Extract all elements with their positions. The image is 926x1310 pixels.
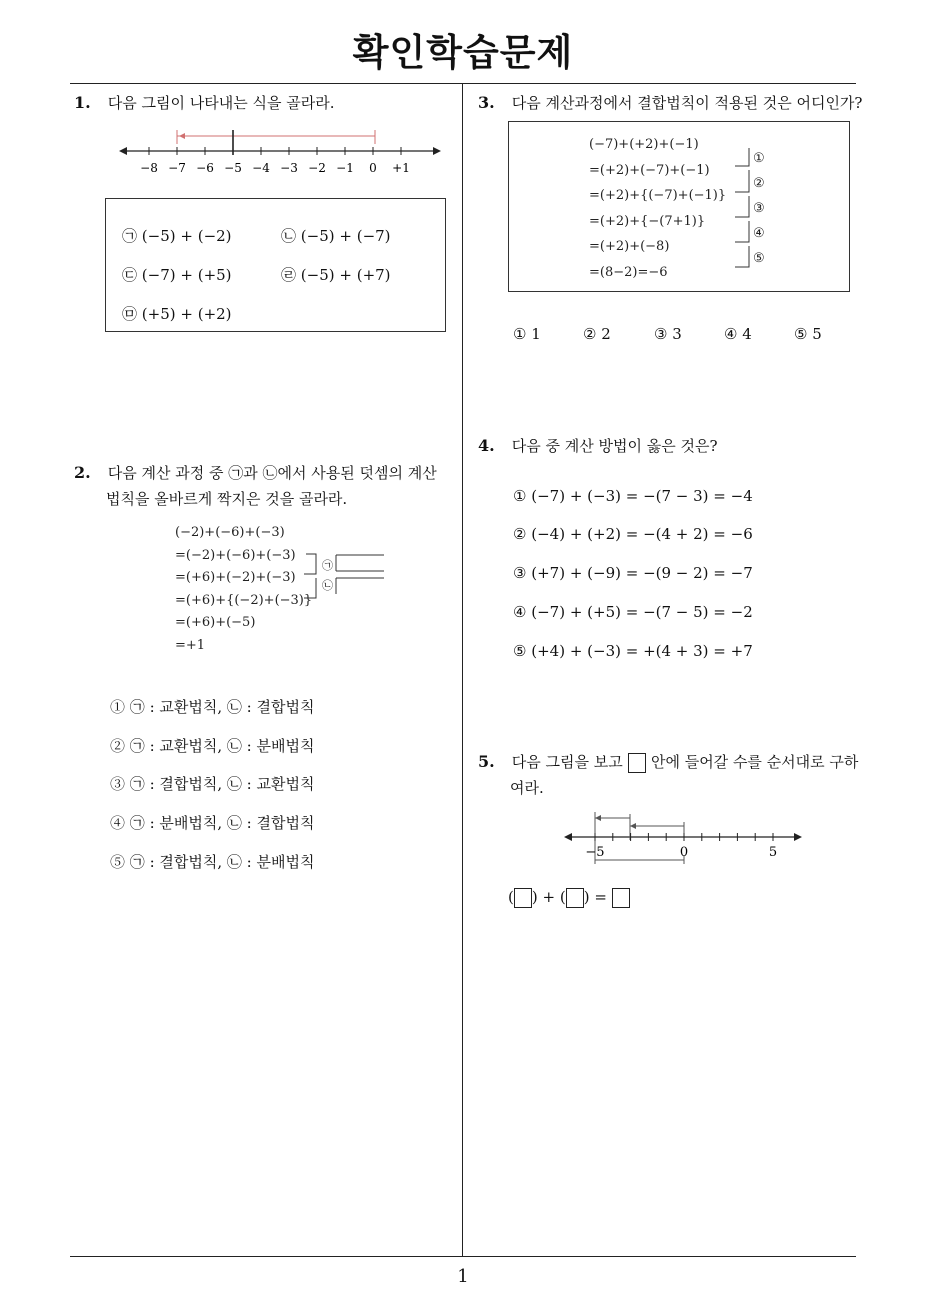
question-3 — [478, 90, 862, 116]
tick-label: −1 — [336, 161, 354, 175]
option-number: ④ — [110, 814, 126, 832]
q4-option-2[interactable] — [513, 525, 753, 543]
option-text: ㉠ : 분배법칙, ㉡ : 결합법칙 — [129, 814, 315, 832]
q3-calculation-box — [508, 121, 850, 292]
q1-options-box — [105, 198, 446, 332]
calc-line: =(+2)+(−8) — [589, 239, 670, 254]
page-number: 1 — [457, 1266, 469, 1287]
tick-label: −5 — [224, 161, 242, 175]
calc-line: =(+6)+{(−2)+(−3)} — [175, 592, 313, 608]
q4-option-5[interactable] — [513, 642, 753, 660]
question-text: 다음 계산과정에서 결합법칙이 적용된 것은 어디인가? — [511, 94, 863, 112]
option-text: (+7) + (−9) = −(9 − 2) = −7 — [531, 564, 753, 582]
tick-label: 0 — [679, 845, 689, 860]
question-text-b: 안에 들어갈 수를 순서대로 구하 — [650, 753, 859, 771]
top-divider — [70, 83, 856, 84]
calc-line: =(8−2)=−6 — [589, 264, 668, 280]
q1-option-4[interactable] — [281, 264, 391, 285]
q5-answer-expression: ( ) + ( ) = — [508, 888, 630, 908]
q2-option-3[interactable] — [110, 773, 314, 794]
option-mark: ㉢ — [122, 266, 138, 284]
answer-blank-2[interactable] — [566, 888, 584, 908]
question-number: 1. — [74, 93, 91, 112]
calc-line: =(+2)+{−(7+1)} — [589, 213, 706, 229]
q4-option-1[interactable] — [513, 487, 753, 505]
option-number: ⑤ — [110, 853, 126, 871]
option-number: ③ — [110, 775, 126, 793]
q2-option-2[interactable] — [110, 735, 314, 756]
tick-label: −4 — [252, 161, 270, 175]
q3-step-marks — [753, 146, 765, 271]
step-mark: ① — [753, 151, 765, 166]
option-text: (−4) + (+2) = −(4 + 2) = −6 — [531, 525, 753, 543]
option-mark: ㉣ — [281, 266, 297, 284]
question-5 — [478, 749, 863, 801]
option-text: ㉠ : 결합법칙, ㉡ : 교환법칙 — [129, 775, 315, 793]
calc-line: =+1 — [175, 637, 206, 653]
question-text-line-2: 여라. — [510, 779, 544, 797]
q2-bracket-diagram — [300, 548, 390, 600]
option-number: ② — [583, 325, 597, 343]
option-expr: (+5) + (+2) — [141, 305, 232, 323]
option-text: ㉠ : 교환법칙, ㉡ : 결합법칙 — [129, 698, 315, 716]
question-text-a: 다음 그림을 보고 — [511, 753, 623, 771]
q3-option-5[interactable] — [794, 325, 822, 343]
q3-calculation — [589, 132, 726, 285]
tick-label: 0 — [369, 161, 377, 175]
calc-line: =(+2)+{(−7)+(−1)} — [589, 188, 727, 203]
q2-mark-2: ㉡ — [322, 579, 333, 592]
option-text: ㉠ : 교환법칙, ㉡ : 분배법칙 — [129, 737, 315, 755]
question-text-line-2: 법칙을 올바르게 짝지은 것을 골라라. — [106, 490, 348, 508]
option-number: ② — [513, 525, 527, 543]
page-title: 확인학습문제 — [352, 31, 574, 74]
step-mark: ④ — [753, 226, 765, 241]
calc-line: (−2)+(−6)+(−3) — [175, 525, 285, 540]
q2-option-5[interactable] — [110, 851, 314, 872]
option-mark: ㉤ — [122, 305, 138, 323]
question-number: 3. — [478, 93, 495, 112]
question-text-line-1: 다음 계산 과정 중 ㉠과 ㉡에서 사용된 덧셈의 계산 — [107, 464, 437, 482]
question-text: 다음 중 계산 방법이 옳은 것은? — [511, 437, 718, 455]
option-expr: (−5) + (+7) — [300, 266, 391, 284]
calc-line: =(−2)+(−6)+(−3) — [175, 547, 296, 563]
option-number: ④ — [724, 325, 738, 343]
q1-number-line — [115, 124, 445, 180]
option-expr: (−5) + (−2) — [141, 227, 232, 245]
tick-label: +1 — [392, 161, 410, 175]
q3-option-1[interactable] — [513, 325, 541, 343]
option-number: ③ — [513, 564, 527, 582]
step-mark: ② — [753, 176, 765, 191]
calc-line: =(+6)+(−2)+(−3) — [175, 570, 296, 585]
q2-option-4[interactable] — [110, 812, 314, 833]
tick-label: −5 — [585, 845, 605, 860]
option-number: ⑤ — [794, 325, 808, 343]
equals-sign: = — [594, 888, 607, 906]
tick-label: −7 — [168, 161, 186, 175]
option-mark: ㉡ — [281, 227, 297, 245]
plus-sign: + — [542, 888, 556, 906]
option-expr: (−5) + (−7) — [300, 227, 391, 245]
option-text: 3 — [672, 325, 682, 343]
step-mark: ⑤ — [753, 251, 765, 266]
question-2 — [74, 460, 459, 512]
option-number: ① — [513, 325, 527, 343]
question-1 — [74, 90, 335, 116]
blank-box — [628, 753, 646, 773]
tick-label: −2 — [308, 161, 326, 175]
calc-line: (−7)+(+2)+(−1) — [589, 137, 699, 152]
option-number: ① — [513, 487, 527, 505]
q2-mark-1: ㉠ — [322, 559, 333, 572]
q2-option-1[interactable] — [110, 696, 314, 717]
option-number: ⑤ — [513, 642, 527, 660]
question-number: 4. — [478, 436, 495, 455]
option-number: ① — [110, 698, 126, 716]
option-text: 2 — [601, 325, 611, 343]
bottom-divider — [70, 1256, 856, 1257]
tick-label: −8 — [140, 161, 158, 175]
q1-option-2[interactable] — [281, 225, 391, 246]
calc-line: =(+2)+(−7)+(−1) — [589, 162, 710, 178]
option-text: 5 — [812, 325, 822, 343]
step-mark: ③ — [753, 201, 765, 216]
option-mark: ㉠ — [122, 227, 138, 245]
tick-label: −6 — [196, 161, 214, 175]
tick-label: 5 — [768, 845, 778, 860]
q3-option-2[interactable] — [583, 325, 611, 343]
q5-number-line — [562, 808, 804, 868]
option-text: (−7) + (+5) = −(7 − 5) = −2 — [531, 603, 753, 621]
option-number: ④ — [513, 603, 527, 621]
answer-blank-3[interactable] — [612, 888, 630, 908]
q3-option-4[interactable] — [724, 325, 752, 343]
option-text: (+4) + (−3) = +(4 + 3) = +7 — [531, 642, 753, 660]
q2-calculation — [175, 522, 312, 657]
question-number: 2. — [74, 463, 91, 482]
q1-option-1[interactable] — [122, 225, 232, 246]
column-divider — [462, 84, 463, 1256]
answer-blank-1[interactable] — [514, 888, 532, 908]
question-number: 5. — [478, 752, 495, 771]
question-text: 다음 그림이 나타내는 식을 골라라. — [107, 94, 335, 112]
option-text: (−7) + (−3) = −(7 − 3) = −4 — [531, 487, 753, 505]
q4-option-3[interactable] — [513, 564, 753, 582]
option-text: 4 — [742, 325, 752, 343]
option-number: ③ — [654, 325, 668, 343]
tick-label: −3 — [280, 161, 298, 175]
option-text: 1 — [531, 325, 541, 343]
q1-option-3[interactable] — [122, 264, 232, 285]
option-text: ㉠ : 결합법칙, ㉡ : 분배법칙 — [129, 853, 315, 871]
q3-option-3[interactable] — [654, 325, 682, 343]
option-number: ② — [110, 737, 126, 755]
question-4 — [478, 433, 718, 459]
option-expr: (−7) + (+5) — [141, 266, 232, 284]
calc-line: =(+6)+(−5) — [175, 615, 256, 630]
q1-option-5[interactable] — [122, 303, 232, 324]
q4-option-4[interactable] — [513, 603, 753, 621]
